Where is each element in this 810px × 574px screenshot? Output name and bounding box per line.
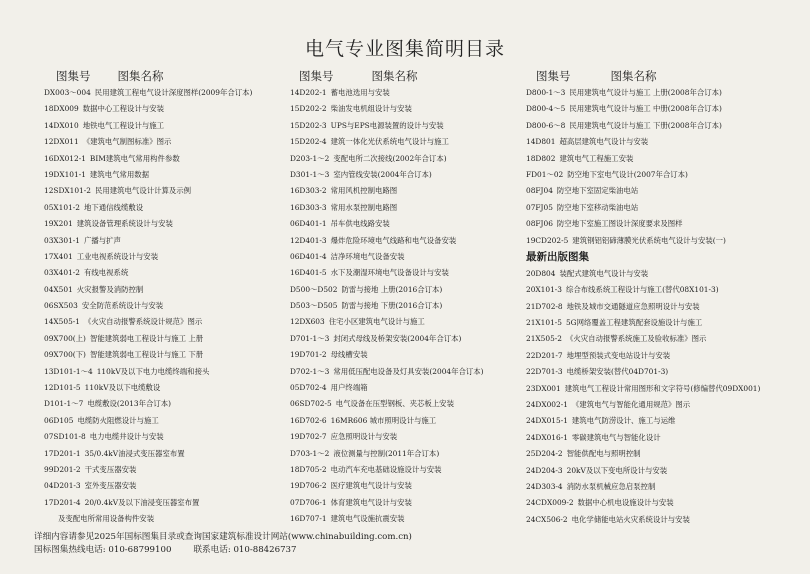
code-header: 图集号	[536, 69, 571, 83]
catalog-entry	[526, 413, 796, 429]
catalog-entry	[526, 85, 796, 101]
atlas-name: 常用风机控制电路图	[330, 186, 398, 196]
atlas-code: 17D201-4	[44, 497, 81, 507]
atlas-code: 15D202-3	[290, 120, 327, 130]
atlas-list	[44, 85, 284, 528]
atlas-code: 16D303-2	[290, 186, 327, 196]
atlas-code: 13D101-1～4	[44, 366, 93, 376]
atlas-name: 常用水泵控制电路图	[330, 202, 398, 212]
atlas-code: D503～D505	[290, 301, 338, 311]
catalog-entry	[526, 348, 796, 364]
atlas-code: 19D701-2	[290, 350, 327, 360]
atlas-code: 15D202-4	[290, 137, 327, 147]
atlas-name: 《火灾自动报警系统施工及验收标准》图示	[565, 334, 707, 344]
atlas-name: 防空地下室固定柴油电站	[556, 186, 639, 196]
atlas-code: D203-1～2	[290, 153, 330, 163]
page-title: 电气专业图集简明目录	[304, 38, 505, 60]
atlas-code: 20D804	[526, 268, 556, 278]
catalog-entry	[290, 429, 530, 445]
atlas-name: 民用建筑电气设计计算及示例	[94, 186, 192, 196]
catalog-entry	[526, 430, 796, 446]
atlas-name: 室外变压器安装	[84, 481, 137, 491]
catalog-entry	[44, 216, 284, 232]
atlas-code: FD01～02	[526, 169, 564, 179]
atlas-code: 19D706-2	[290, 481, 327, 491]
atlas-name: 110kV及以下电缆敷设	[84, 383, 161, 393]
atlas-code: 24CDX009-2	[526, 498, 574, 508]
name-header: 图集名称	[117, 69, 164, 83]
catalog-entry	[44, 85, 284, 101]
catalog-entry	[44, 347, 284, 363]
atlas-name: 电缆桥架安装(替代04D701-3)	[566, 367, 669, 377]
catalog-entry	[290, 396, 530, 412]
atlas-name: 广播与扩声	[83, 235, 121, 245]
atlas-name: 防雷与接地 上册(2016合订本)	[341, 284, 443, 294]
atlas-code: D702-1～3	[290, 366, 330, 376]
catalog-entry	[44, 331, 284, 347]
atlas-code: 09X700(下)	[44, 350, 86, 360]
catalog-entry	[526, 446, 796, 462]
catalog-entry	[526, 167, 796, 183]
catalog-entry	[526, 331, 796, 347]
atlas-name: 智能建筑弱电工程设计与施工 下册	[89, 350, 204, 360]
catalog-entry	[44, 495, 284, 511]
catalog-entry	[290, 101, 530, 117]
atlas-name: 《火灾自动报警系统设计规范》图示	[83, 317, 203, 327]
catalog-entry	[290, 167, 530, 183]
atlas-name: 安全防范系统设计与安装	[81, 301, 164, 311]
atlas-code: 99D201-2	[44, 464, 81, 474]
atlas-code: 18DX009	[44, 104, 79, 114]
atlas-code: D101-1～7	[44, 399, 84, 409]
atlas-code: 12DX011	[44, 137, 79, 147]
catalog-entry	[290, 118, 530, 134]
atlas-code: 12D401-3	[290, 235, 327, 245]
catalog-column-3	[526, 68, 796, 528]
atlas-name: 防雷与接地 下册(2016合订本)	[341, 301, 443, 311]
atlas-name: 有线电视系统	[83, 268, 129, 278]
atlas-code: 25D204-2	[526, 449, 563, 459]
atlas-code: 16D303-3	[290, 202, 327, 212]
catalog-entry	[44, 298, 284, 314]
catalog-entry	[44, 167, 284, 183]
catalog-entry	[526, 118, 796, 134]
catalog-entry	[526, 183, 796, 199]
atlas-name: 地下通信线缆敷设	[83, 202, 144, 212]
atlas-name: 电力电缆井设计与安装	[89, 432, 164, 442]
atlas-name: 防空地下室移动柴油电站	[556, 202, 639, 212]
atlas-code: 21X505-2	[526, 334, 562, 344]
catalog-entry	[44, 380, 284, 396]
catalog-entry	[526, 315, 796, 331]
catalog-entry	[290, 462, 530, 478]
atlas-code: 12D101-5	[44, 383, 81, 393]
catalog-entry	[526, 282, 796, 298]
atlas-name: 综合布线系统工程设计与施工(替代08X101-3)	[565, 285, 719, 295]
contact-phone-text: 联系电话: 010-88426737	[193, 545, 297, 555]
atlas-name: 体育建筑电气设计与安装	[330, 497, 412, 507]
catalog-entry	[526, 463, 796, 479]
catalog-entry	[526, 381, 796, 397]
atlas-code: 06D401-4	[290, 251, 327, 261]
atlas-code: 07SD101-8	[44, 432, 86, 442]
atlas-code: 04X501	[44, 284, 73, 294]
catalog-entry	[44, 314, 284, 330]
catalog-entry	[526, 233, 796, 249]
catalog-entry	[526, 134, 796, 150]
catalog-entry	[290, 364, 530, 380]
catalog-entry	[44, 151, 284, 167]
atlas-list	[526, 85, 796, 249]
atlas-code: D800-1～3	[526, 88, 566, 97]
catalog-entry	[526, 512, 796, 528]
atlas-code: 16DX012-1	[44, 153, 86, 163]
catalog-entry	[44, 134, 284, 150]
catalog-entry	[44, 462, 284, 478]
catalog-entry	[44, 118, 284, 134]
catalog-entry	[526, 216, 796, 232]
atlas-code: 23DX001	[526, 383, 561, 393]
catalog-entry	[526, 151, 796, 167]
atlas-name: UPS与EPS电源装置的设计与安装	[330, 120, 444, 130]
catalog-entry	[290, 314, 530, 330]
catalog-entry	[526, 266, 796, 282]
atlas-code: 15D202-2	[290, 104, 327, 114]
atlas-code: 19X201	[44, 219, 73, 229]
atlas-name: 建筑电气工程设计常用图形和文字符号(修编替代09DX001)	[564, 383, 761, 393]
atlas-code: 03X401-2	[44, 268, 80, 278]
atlas-name: 柴油发电机组设计与安装	[330, 104, 412, 114]
atlas-name: 住宅小区建筑电气设计与施工	[328, 317, 425, 327]
catalog-entry	[526, 397, 796, 413]
atlas-code: 14D202-1	[290, 88, 327, 97]
name-header: 图集名称	[371, 69, 418, 83]
atlas-name: 液位测量与控制(2011年合订本)	[333, 448, 440, 458]
catalog-entry	[526, 299, 796, 315]
atlas-code: 14X505-1	[44, 317, 80, 327]
catalog-entry	[44, 282, 284, 298]
atlas-name: 电缆敷设(2013年合订本)	[87, 399, 172, 409]
catalog-entry	[44, 478, 284, 494]
atlas-name: 防空地下室电气设计(2007年合订本)	[567, 169, 688, 179]
catalog-entry	[290, 85, 530, 101]
atlas-code: 12SDX101-2	[44, 186, 91, 196]
atlas-name: 消防水泵机械应急启泵控制	[566, 481, 656, 491]
atlas-name: 建筑一体化光伏系统电气设计与施工	[330, 137, 449, 147]
atlas-name: 建筑电气设施抗震安装	[330, 514, 405, 524]
atlas-code: 19DX101-1	[44, 169, 86, 179]
catalog-entry	[44, 364, 284, 380]
atlas-code: D500～D502	[290, 284, 338, 294]
atlas-code: 24DX002-1	[526, 400, 568, 410]
atlas-list	[290, 85, 530, 528]
atlas-name: 电气设备在压型钢板、夹芯板上安装	[335, 399, 454, 409]
atlas-name: 及变配电所常用设备构件安装	[58, 514, 155, 524]
atlas-code: 19D702-7	[290, 432, 327, 442]
atlas-code: D800-6～8	[526, 120, 566, 130]
catalog-entry	[44, 233, 284, 249]
atlas-name: 智能供配电与照明控制	[566, 449, 641, 459]
atlas-name: 地铁及城市交通隧道应急照明设计与安装	[566, 301, 700, 311]
catalog-entry	[290, 265, 530, 281]
atlas-name: 建筑电气防涝设计、施工与运维	[571, 416, 676, 426]
column-header	[44, 68, 284, 85]
atlas-name: 建筑设备管理系统设计与安装	[76, 219, 173, 229]
atlas-code: D703-1～2	[290, 448, 330, 458]
atlas-name: 工业电视系统设计与安装	[76, 251, 159, 261]
atlas-code: 24DX016-1	[526, 432, 568, 442]
catalog-entry	[290, 495, 530, 511]
atlas-name: 应急照明设计与安装	[330, 432, 398, 442]
atlas-code: 09X700(上)	[44, 333, 86, 343]
catalog-entry	[44, 511, 284, 527]
catalog-entry	[290, 151, 530, 167]
atlas-name: 爆炸危险环境电气线路和电气设备安装	[330, 235, 457, 245]
atlas-name: 火灾报警及消防控制	[76, 284, 144, 294]
atlas-code: 16D401-5	[290, 268, 327, 278]
atlas-code: 05D702-4	[290, 383, 327, 393]
atlas-name: 《建筑电气制图标准》图示	[82, 137, 172, 147]
atlas-name: 常用低压配电设备及灯具安装(2004年合订本)	[333, 366, 484, 376]
atlas-name: BIM建筑电气常用构件参数	[89, 153, 180, 163]
catalog-entry	[44, 200, 284, 216]
catalog-entry	[526, 200, 796, 216]
catalog-entry	[290, 298, 530, 314]
atlas-code: 06SD702-5	[290, 399, 332, 409]
catalog-entry	[526, 495, 796, 511]
atlas-name: 《建筑电气与智能化通用规范》图示	[571, 400, 691, 410]
atlas-name: 防空地下室施工图设计深度要求及图样	[556, 219, 683, 229]
atlas-name: 地埋型预装式变电站设计与安装	[566, 350, 671, 360]
atlas-name: 35/0.4kV油浸式变压器室布置	[84, 448, 185, 458]
footer-note: 详细内容请参见2025年国标图集目录或查询国家建筑标准设计网站(www.chinabuilding.com.cn)	[34, 532, 412, 542]
atlas-name: 零碳建筑电气与智能化设计	[571, 432, 661, 442]
atlas-name: 电化学储能电站火灾系统设计与安装	[571, 514, 690, 524]
catalog-entry	[290, 134, 530, 150]
catalog-entry	[290, 282, 530, 298]
atlas-code: D301-1～3	[290, 169, 330, 179]
atlas-name: 20kV及以下变电所设计与安装	[566, 465, 668, 475]
catalog-column-1	[44, 68, 284, 528]
atlas-name: 超高层建筑电气设计与安装	[559, 137, 649, 147]
atlas-code: 24D204-3	[526, 465, 563, 475]
atlas-name: 110kV及以下电力电缆终端和接头	[96, 366, 210, 376]
atlas-name: 5G网络覆盖工程建筑配套设施设计与施工	[565, 318, 703, 328]
atlas-code: 12DX603	[290, 317, 325, 327]
atlas-code: 17X401	[44, 251, 73, 261]
footer-contacts	[34, 543, 794, 555]
column-header	[526, 68, 796, 85]
atlas-code: 04D201-3	[44, 481, 81, 491]
atlas-code: 06D105	[44, 415, 74, 425]
atlas-code: 18D802	[526, 153, 556, 163]
atlas-code: 18D705-2	[290, 464, 327, 474]
code-header: 图集号	[56, 69, 91, 83]
atlas-name: 变配电所二次接线(2002年合订本)	[333, 153, 447, 163]
catalog-entry	[290, 216, 530, 232]
catalog-entry	[290, 446, 530, 462]
atlas-name: 洁净环境电气设备安装	[330, 251, 405, 261]
atlas-code: 22D701-3	[526, 367, 563, 377]
hotline-text: 国标图集热线电话: 010-68799100	[34, 545, 172, 555]
atlas-name: 智能建筑弱电工程设计与施工 上册	[89, 333, 204, 343]
catalog-entry	[290, 200, 530, 216]
atlas-code: DX003～004	[44, 88, 91, 97]
atlas-name: 母线槽安装	[330, 350, 368, 360]
atlas-name: 蓄电池选用与安装	[330, 88, 390, 97]
name-header: 图集名称	[610, 69, 657, 83]
atlas-code: 21D702-8	[526, 301, 563, 311]
newest-section-heading: 最新出版图集	[526, 250, 589, 263]
catalog-entry	[44, 249, 284, 265]
atlas-name: 地铁电气工程设计与施工	[82, 120, 165, 130]
atlas-code: 14D801	[526, 137, 556, 147]
atlas-code: D800-4～5	[526, 104, 566, 114]
catalog-entry	[44, 429, 284, 445]
atlas-code: 07FJ05	[526, 202, 553, 212]
atlas-code: 06SX503	[44, 301, 78, 311]
atlas-code: 16D707-1	[290, 514, 327, 524]
atlas-code: 03X301-1	[44, 235, 80, 245]
atlas-code: 08FJ06	[526, 219, 553, 229]
atlas-name: 用户终端箱	[330, 383, 368, 393]
code-header: 图集号	[299, 69, 334, 83]
atlas-code: 07D706-1	[290, 497, 327, 507]
catalog-entry	[526, 364, 796, 380]
atlas-name: 民用建筑电气设计与施工 上册(2008年合订本)	[569, 88, 722, 97]
atlas-code: 17D201-1	[44, 448, 81, 458]
atlas-code: 05X101-2	[44, 202, 80, 212]
atlas-name: 装配式建筑电气设计与安装	[559, 268, 649, 278]
catalog-entry	[290, 233, 530, 249]
atlas-name: 电动汽车充电基础设施设计与安装	[330, 464, 442, 474]
catalog-entry	[290, 331, 530, 347]
atlas-code: 24CX506-2	[526, 514, 568, 524]
catalog-entry	[44, 265, 284, 281]
atlas-code: 06D401-1	[290, 219, 327, 229]
atlas-name: 建筑电气常用数据	[89, 169, 150, 179]
atlas-code: 16D702-6	[290, 415, 327, 425]
atlas-name: 16MR606 城市照明设计与施工	[330, 415, 437, 425]
atlas-name: 室内管线安装(2004年合订本)	[333, 169, 432, 179]
catalog-entry	[526, 101, 796, 117]
atlas-name: 水下及潮湿环境电气设备设计与安装	[330, 268, 449, 278]
catalog-entry	[290, 478, 530, 494]
atlas-code: 08FJ04	[526, 186, 553, 196]
atlas-name: 建筑钢铝铝碲薄膜光伏系统电气设计与安装(一)	[572, 235, 726, 245]
atlas-code: D701-1～3	[290, 333, 330, 343]
atlas-name: 民用建筑电气设计与施工 中册(2008年合订本)	[569, 104, 722, 114]
atlas-code: 20X101-3	[526, 285, 562, 295]
atlas-name: 干式变压器安装	[84, 464, 137, 474]
catalog-entry	[290, 183, 530, 199]
atlas-name: 数据中心机电设施设计与安装	[577, 498, 674, 508]
catalog-column-2	[290, 68, 530, 528]
atlas-name: 民用建筑电气设计与施工 下册(2008年合订本)	[569, 120, 722, 130]
catalog-entry	[290, 511, 530, 527]
atlas-code: 14DX010	[44, 120, 79, 130]
newest-atlas-list	[526, 266, 796, 528]
catalog-entry	[44, 183, 284, 199]
atlas-name: 建筑电气工程施工安装	[559, 153, 634, 163]
atlas-name: 封闭式母线及桥架安装(2004年合订本)	[333, 333, 462, 343]
atlas-code: 24DX015-1	[526, 416, 568, 426]
catalog-entry	[44, 413, 284, 429]
catalog-entry	[44, 446, 284, 462]
atlas-name: 数据中心工程设计与安装	[82, 104, 165, 114]
column-header	[290, 68, 530, 85]
atlas-name: 吊车供电线路安装	[330, 219, 390, 229]
atlas-name: 电缆防火阻燃设计与施工	[77, 415, 159, 425]
catalog-entry	[290, 249, 530, 265]
atlas-code: 22D201-7	[526, 350, 563, 360]
catalog-entry	[44, 101, 284, 117]
catalog-entry	[290, 347, 530, 363]
catalog-entry	[526, 479, 796, 495]
atlas-name: 医疗建筑电气设计与安装	[330, 481, 412, 491]
catalog-entry	[44, 396, 284, 412]
atlas-name: 20/0.4kV及以下油浸变压器室布置	[84, 497, 200, 507]
atlas-code: 21X101-5	[526, 318, 562, 328]
catalog-entry	[290, 413, 530, 429]
atlas-name: 民用建筑工程电气设计深度图样(2009年合订本)	[94, 88, 253, 97]
catalog-entry	[290, 380, 530, 396]
atlas-code: 24D303-4	[526, 481, 563, 491]
atlas-code: 19CD202-5	[526, 235, 569, 245]
